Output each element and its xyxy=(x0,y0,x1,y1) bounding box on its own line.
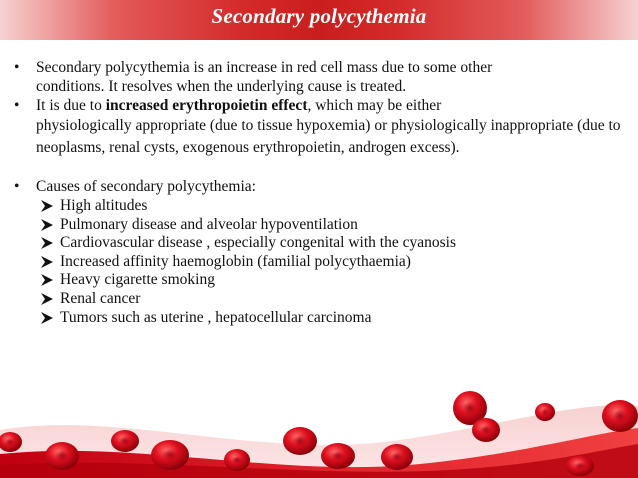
cause-item xyxy=(39,197,632,216)
slide-content xyxy=(12,58,632,327)
cause-text: Tumors such as uterine , hepatocellular carcinoma xyxy=(60,308,372,326)
arrowhead-bullet-icon xyxy=(39,197,55,215)
cause-text: Heavy cigarette smoking xyxy=(60,271,215,289)
blood-cell xyxy=(283,427,317,455)
blood-cell xyxy=(111,430,139,452)
cause-text: Pulmonary disease and alveolar hypoventilation xyxy=(60,215,358,233)
cause-item xyxy=(39,216,632,235)
blood-cell xyxy=(45,442,79,470)
blood-cell xyxy=(321,443,355,469)
bullet-2-continuation: physiologically appropriate (due to tissue hypoxemia) or physiologically inappropriate (due to neoplasms, renal cysts, exogenous erythropoietin, androgen excess). xyxy=(36,117,621,156)
bullet-3-text: Causes of secondary polycythemia: xyxy=(36,178,256,195)
bullet-1-line-1: Secondary polycythemia is an increase in red cell mass due to some other xyxy=(36,59,493,76)
blood-cell xyxy=(224,449,250,471)
arrowhead-bullet-icon xyxy=(39,216,55,234)
bullet-3 xyxy=(12,177,632,196)
cause-text: Cardiovascular disease , especially congenital with the cyanosis xyxy=(60,234,456,252)
cause-text: Renal cancer xyxy=(60,289,141,307)
blood-cells-decoration xyxy=(0,370,638,478)
arrowhead-bullet-icon xyxy=(39,234,55,252)
arrowhead-bullet-icon xyxy=(39,309,55,327)
cause-item xyxy=(39,234,632,253)
arrowhead-bullet-icon xyxy=(39,290,55,308)
bullet-2-prefix: It is due to xyxy=(36,97,106,114)
bullet-dot-icon: • xyxy=(14,97,20,114)
title-bar xyxy=(0,0,638,40)
bullet-1 xyxy=(12,58,632,96)
arrowhead-bullet-icon xyxy=(39,271,55,289)
slide-title: Secondary polycythemia xyxy=(211,4,427,28)
blood-cell xyxy=(602,400,638,432)
bullet-dot-icon: • xyxy=(14,59,20,76)
bullet-2-line-1 xyxy=(36,96,632,115)
bullet-dot-icon: • xyxy=(14,178,20,195)
cause-item xyxy=(39,253,632,272)
cause-text: Increased affinity haemoglobin (familial polycythaemia) xyxy=(60,252,411,270)
blood-cell xyxy=(472,418,500,442)
bullet-2-bold: increased erythropoietin effect xyxy=(105,97,308,114)
cause-item xyxy=(39,309,632,328)
bullet-1-line-2: conditions. It resolves when the underlying cause is treated. xyxy=(36,78,407,95)
causes-list xyxy=(12,197,632,327)
arrowhead-bullet-icon xyxy=(39,253,55,271)
blood-cell xyxy=(535,403,555,421)
cause-text: High altitudes xyxy=(60,197,148,214)
cause-item xyxy=(39,271,632,290)
bullet-2 xyxy=(12,96,632,159)
blood-cell xyxy=(566,456,594,476)
cause-item xyxy=(39,290,632,309)
bullet-2-suffix: , which may be either xyxy=(307,97,442,114)
blood-cell xyxy=(151,440,189,470)
blood-cell xyxy=(381,444,413,470)
